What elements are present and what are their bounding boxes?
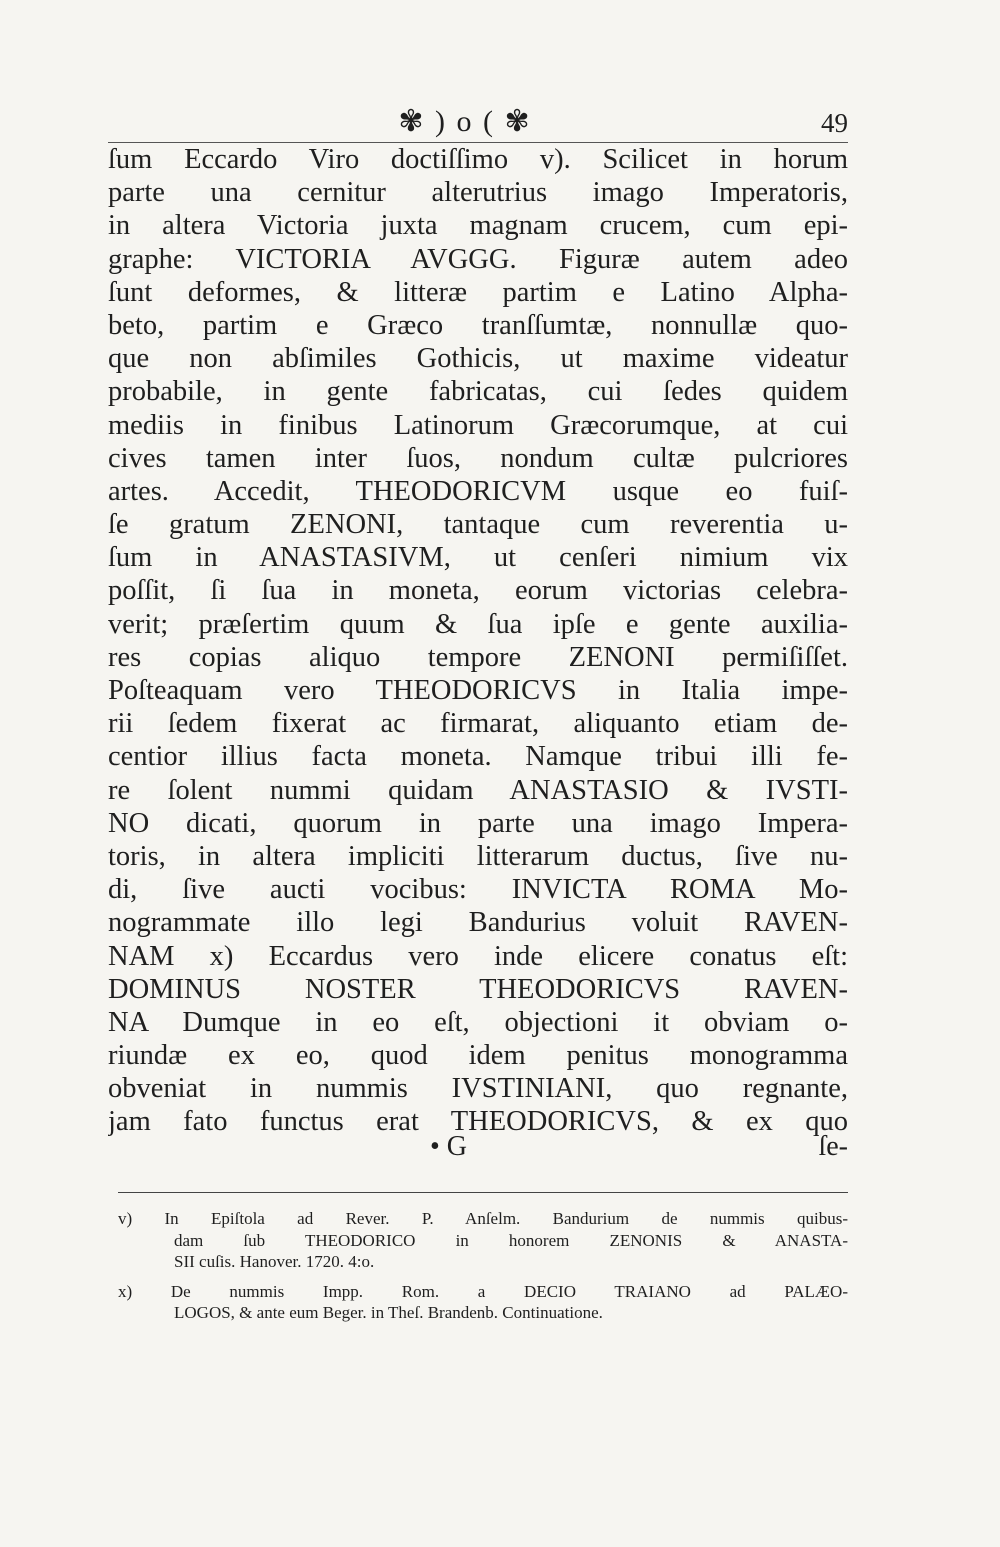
text-line: NAM x) Eccardus vero inde elicere conatus eſt: xyxy=(108,940,848,972)
text-line: ſum in ANASTASIVM, ut cenſeri nimium vix xyxy=(108,542,848,574)
text-line: NA Dumque in eo eſt, objectioni it obviam o- xyxy=(108,1006,848,1038)
signature-mark: • G xyxy=(430,1131,468,1162)
footnotes xyxy=(118,1208,848,1324)
main-text-block xyxy=(108,143,848,1139)
footnote-v-line: dam ſub THEODORICO in honorem ZENONIS & ANASTA- xyxy=(174,1230,848,1250)
text-line: ſe gratum ZENONI, tantaque cum reverentia u- xyxy=(108,509,848,541)
text-line: ſum Eccardo Viro doctiſſimo v). Scilicet in horum xyxy=(108,144,848,175)
text-line: beto, partim e Græco tranſſumtæ, nonnullæ quo- xyxy=(108,309,848,341)
running-header xyxy=(108,100,848,144)
text-line: di, ſive aucti vocibus: INVICTA ROMA Mo- xyxy=(108,874,848,906)
text-line: poſſit, ſi ſua in moneta, eorum victorias celebra- xyxy=(108,575,848,607)
signature-line xyxy=(108,1130,848,1164)
text-line: verit; præſertim quum & ſua ipſe e gente auxilia- xyxy=(108,608,848,640)
footnote-gap xyxy=(118,1273,848,1281)
header-ornament: ✾ ) o ( ✾ xyxy=(398,105,532,138)
text-line: mediis in finibus Latinorum Græcorumque, at cui xyxy=(108,409,848,441)
text-line: re ſolent nummi quidam ANASTASIO & IVSTI- xyxy=(108,774,848,806)
footnote-rule xyxy=(118,1192,848,1193)
text-line: rii ſedem fixerat ac firmarat, aliquanto etiam de- xyxy=(108,708,848,740)
catchword: ſe- xyxy=(818,1131,848,1162)
text-line: in altera Victoria juxta magnam crucem, cum epi- xyxy=(108,210,848,242)
text-line: cives tamen inter ſuos, nondum cultæ pulcriores xyxy=(108,442,848,474)
text-line: que non abſimiles Gothicis, ut maxime videatur xyxy=(108,343,848,375)
footnote-v-line: SII cuſis. Hanover. 1720. 4:o. xyxy=(174,1252,375,1271)
footnote-x-line: LOGOS, & ante eum Beger. in Theſ. Brandenb. Continuatione. xyxy=(174,1303,603,1322)
text-line: graphe: VICTORIA AVGGG. Figuræ autem adeo xyxy=(108,243,848,275)
text-line: res copias aliquo tempore ZENONI permiſiſſet. xyxy=(108,641,848,673)
page-number: 49 xyxy=(821,108,848,138)
text-line: artes. Accedit, THEODORICVM usque eo fuiſ- xyxy=(108,475,848,507)
text-line: toris, in altera impliciti litterarum ductus, ſive nu- xyxy=(108,840,848,872)
text-line: NO dicati, quorum in parte una imago Impera- xyxy=(108,807,848,839)
text-line: jam fato functus erat THEODORICVS, & ex quo xyxy=(108,1106,848,1138)
text-line: probabile, in gente fabricatas, cui ſedes quidem xyxy=(108,376,848,408)
text-line: nogrammate illo legi Bandurius voluit RAVEN- xyxy=(108,907,848,939)
text-line: obveniat in nummis IVSTINIANI, quo regnante, xyxy=(108,1073,848,1105)
text-line: centior illius facta moneta. Namque tribui illi fe- xyxy=(108,741,848,773)
text-line: DOMINUS NOSTER THEODORICVS RAVEN- xyxy=(108,973,848,1005)
text-line: riundæ ex eo, quod idem penitus monogramma xyxy=(108,1040,848,1072)
text-line: Poſteaquam vero THEODORICVS in Italia impe- xyxy=(108,675,848,706)
footnote-v-line: v) In Epiſtola ad Rever. P. Anſelm. Bandurium de nummis quibus- xyxy=(118,1209,848,1228)
text-line: ſunt deformes, & litteræ partim e Latino Alpha- xyxy=(108,276,848,308)
footnote-x-line: x) De nummis Impp. Rom. a DECIO TRAIANO ad PALÆO- xyxy=(118,1281,848,1301)
text-line: parte una cernitur alterutrius imago Imperatoris, xyxy=(108,177,848,209)
